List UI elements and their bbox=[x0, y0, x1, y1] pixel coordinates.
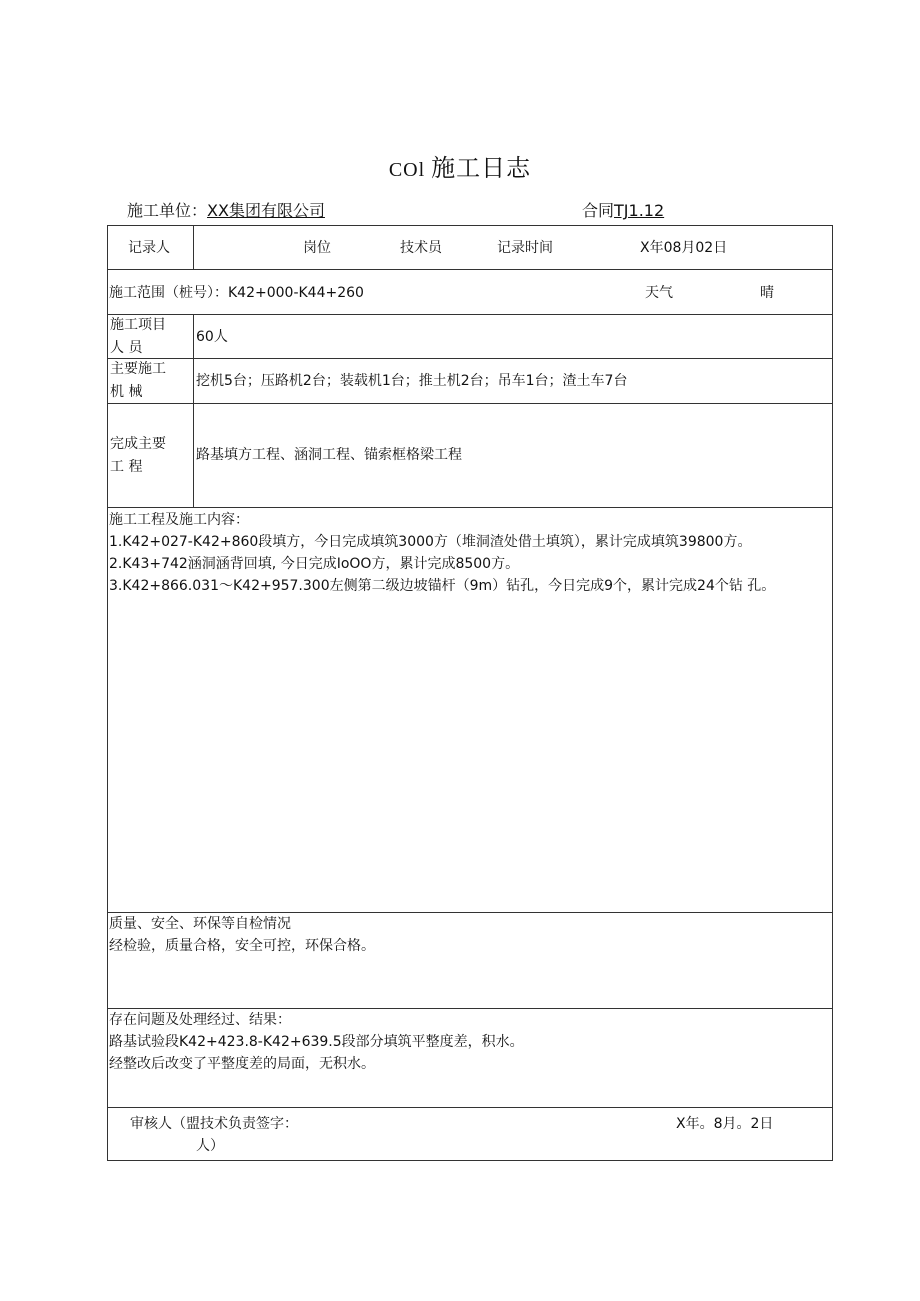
column-divider bbox=[193, 225, 194, 269]
construction-unit-label: 施工单位： bbox=[127, 201, 208, 220]
content-line: 2.K43+742涵洞涵背回填, 今日完成IoOO方，累计完成8500方。 bbox=[109, 556, 520, 572]
row-divider bbox=[107, 507, 833, 508]
content-line: 3.K42+866.031～K42+957.300左侧第二级边坡锚杆（9m）钻孔，今日完成9个，累计完成24个钻 孔。 bbox=[109, 578, 776, 594]
issues-line: 路基试验段K42+423.8-K42+639.5段部分填筑平整度差，积水。 bbox=[109, 1034, 524, 1050]
post-label: 岗位 bbox=[303, 240, 331, 256]
inspection-heading: 质量、安全、环保等自检情况 bbox=[109, 916, 291, 932]
content-heading: 施工工程及施工内容： bbox=[109, 512, 249, 528]
post-value: 技术员 bbox=[400, 240, 442, 256]
reviewer-label-suffix: 人） bbox=[196, 1138, 224, 1154]
contract-label: 合同 bbox=[582, 201, 615, 220]
construction-content bbox=[109, 509, 775, 597]
issues-section bbox=[109, 1009, 524, 1075]
machinery-value: 挖机5台；压路机2台；装载机1台；推土机2台；吊车1台；渣土车7台 bbox=[196, 373, 628, 389]
contract bbox=[582, 198, 664, 221]
contract-value: TJ1.12 bbox=[614, 201, 665, 220]
recorder-label: 记录人 bbox=[128, 240, 170, 256]
row-divider bbox=[107, 314, 833, 315]
page-title bbox=[0, 148, 920, 183]
personnel-label: 施工项目 人 员 bbox=[110, 317, 166, 356]
weather-value: 晴 bbox=[760, 285, 774, 301]
personnel-value: 60人 bbox=[196, 329, 228, 345]
row-divider bbox=[107, 269, 833, 270]
row-divider bbox=[107, 403, 833, 404]
log-title: 施工日志 bbox=[431, 154, 532, 182]
column-divider bbox=[193, 314, 194, 507]
main-works-label: 完成主要 工 程 bbox=[110, 436, 166, 475]
row-divider bbox=[107, 358, 833, 359]
self-inspection bbox=[109, 913, 375, 957]
record-time-value: X年08月02日 bbox=[640, 240, 728, 256]
machinery-label: 主要施工 机 械 bbox=[110, 361, 166, 400]
record-time-label: 记录时间 bbox=[497, 240, 553, 256]
row-divider bbox=[107, 1107, 833, 1108]
construction-unit-value: XX集团有限公司 bbox=[207, 201, 325, 220]
construction-scope: 施工范围（桩号）：K42+000-K44+260 bbox=[109, 285, 364, 301]
review-date: X年。8月。2日 bbox=[676, 1116, 774, 1132]
log-code: COl bbox=[388, 159, 432, 181]
weather-label: 天气 bbox=[645, 285, 673, 301]
content-line: 1.K42+027-K42+860段填方，今日完成填筑3000方（堆洞渣处借土填筑），累计完成填筑39800方。 bbox=[109, 534, 752, 550]
issues-heading: 存在问题及处理经过、结果： bbox=[109, 1012, 291, 1028]
construction-unit bbox=[127, 198, 325, 221]
inspection-text: 经检验，质量合格，安全可控，环保合格。 bbox=[109, 938, 375, 954]
reviewer-label: 审核人（盟技术负责签字： bbox=[130, 1116, 298, 1132]
main-works-value: 路基填方工程、涵洞工程、锚索框格梁工程 bbox=[196, 447, 462, 463]
issues-line: 经整改后改变了平整度差的局面，无积水。 bbox=[109, 1056, 375, 1072]
